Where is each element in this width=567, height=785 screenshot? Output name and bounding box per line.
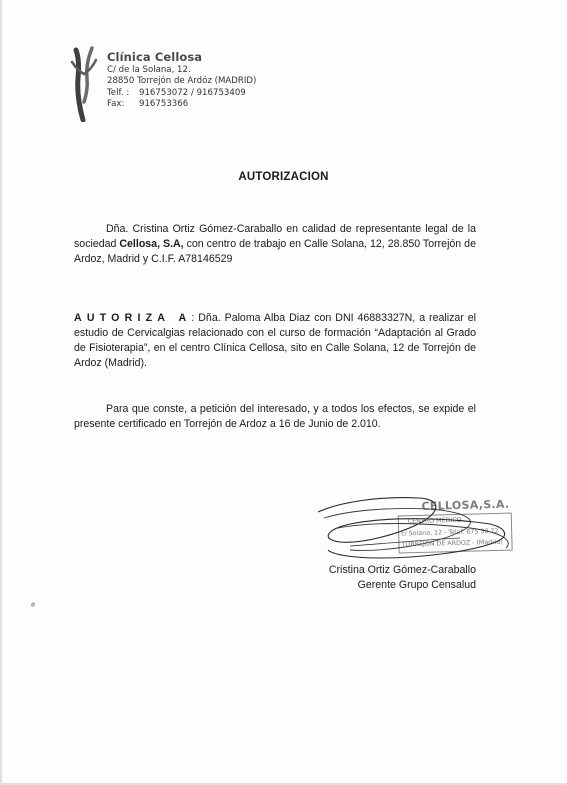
paragraph-certificate (74, 402, 476, 432)
scan-speck (30, 601, 36, 607)
document-title: AUTORIZACION (238, 171, 329, 183)
phone-value: 916753072 / 916753409 (139, 87, 246, 98)
stamp-line-3: TORREJON DE ARDOZ - (Madrid) (401, 538, 504, 549)
clinic-name: Clínica Cellosa (107, 50, 203, 64)
para1-text-a: Dña. Cristina Ortiz Gómez-Caraballo en calidad de representante legal de la sociedad (74, 223, 476, 250)
autoriza-heading: AUTORIZA A (74, 312, 192, 324)
letterhead (107, 50, 256, 110)
signature-area (310, 488, 525, 570)
para2-text: : Dña. Paloma Alba Diaz con DNI 46883327N, a realizar el estudio de Cervicalgias relacionado con el curso de formación “Adaptación al Grado de Fisioterapia”, en el centro Clínica Cellosa, sito en Calle Solana, 12 de Torrejón de Ardoz (Madrid). (74, 312, 476, 369)
phone-line (107, 88, 256, 99)
signer-role: Gerente Grupo Censalud (357, 579, 476, 591)
para1-text-b: con centro de trabajo en Calle Solana, 12, 28.850 Torrejón de Ardoz, Madrid y C.I.F. A78146529 (74, 238, 476, 265)
scan-edge (0, 0, 3, 785)
address-line-1: C/ de la Solana, 12. (107, 65, 191, 75)
stamp-title: CELLOSA,S.A. (421, 497, 510, 513)
company-name: Cellosa, S.A, (119, 238, 184, 250)
paragraph-authorization (74, 311, 476, 371)
fax-label: Fax: (107, 98, 125, 109)
stamp-line-1: CENTRO MÉDICO (407, 516, 462, 526)
stamp-line-2: c/ Solana, 12 - Telef. 675 30 72 (401, 527, 499, 538)
para3-text: Para que conste, a petición del interesado, y a todos los efectos, se expide el presente certificado en Torrejón de Ardoz a 16 de Junio de 2.010. (74, 403, 476, 430)
fax-line (107, 99, 256, 110)
phone-label: Telf. : (107, 87, 130, 98)
paragraph-representative (74, 222, 476, 267)
stylized-person-logo-icon (70, 44, 98, 122)
fax-value: 916753366 (139, 98, 189, 109)
address-line-2: 28850 Torrejón de Ardóz (MADRID) (107, 76, 257, 87)
signer-name: Cristina Ortiz Gómez-Caraballo (328, 564, 476, 576)
handwritten-signature (310, 488, 525, 570)
